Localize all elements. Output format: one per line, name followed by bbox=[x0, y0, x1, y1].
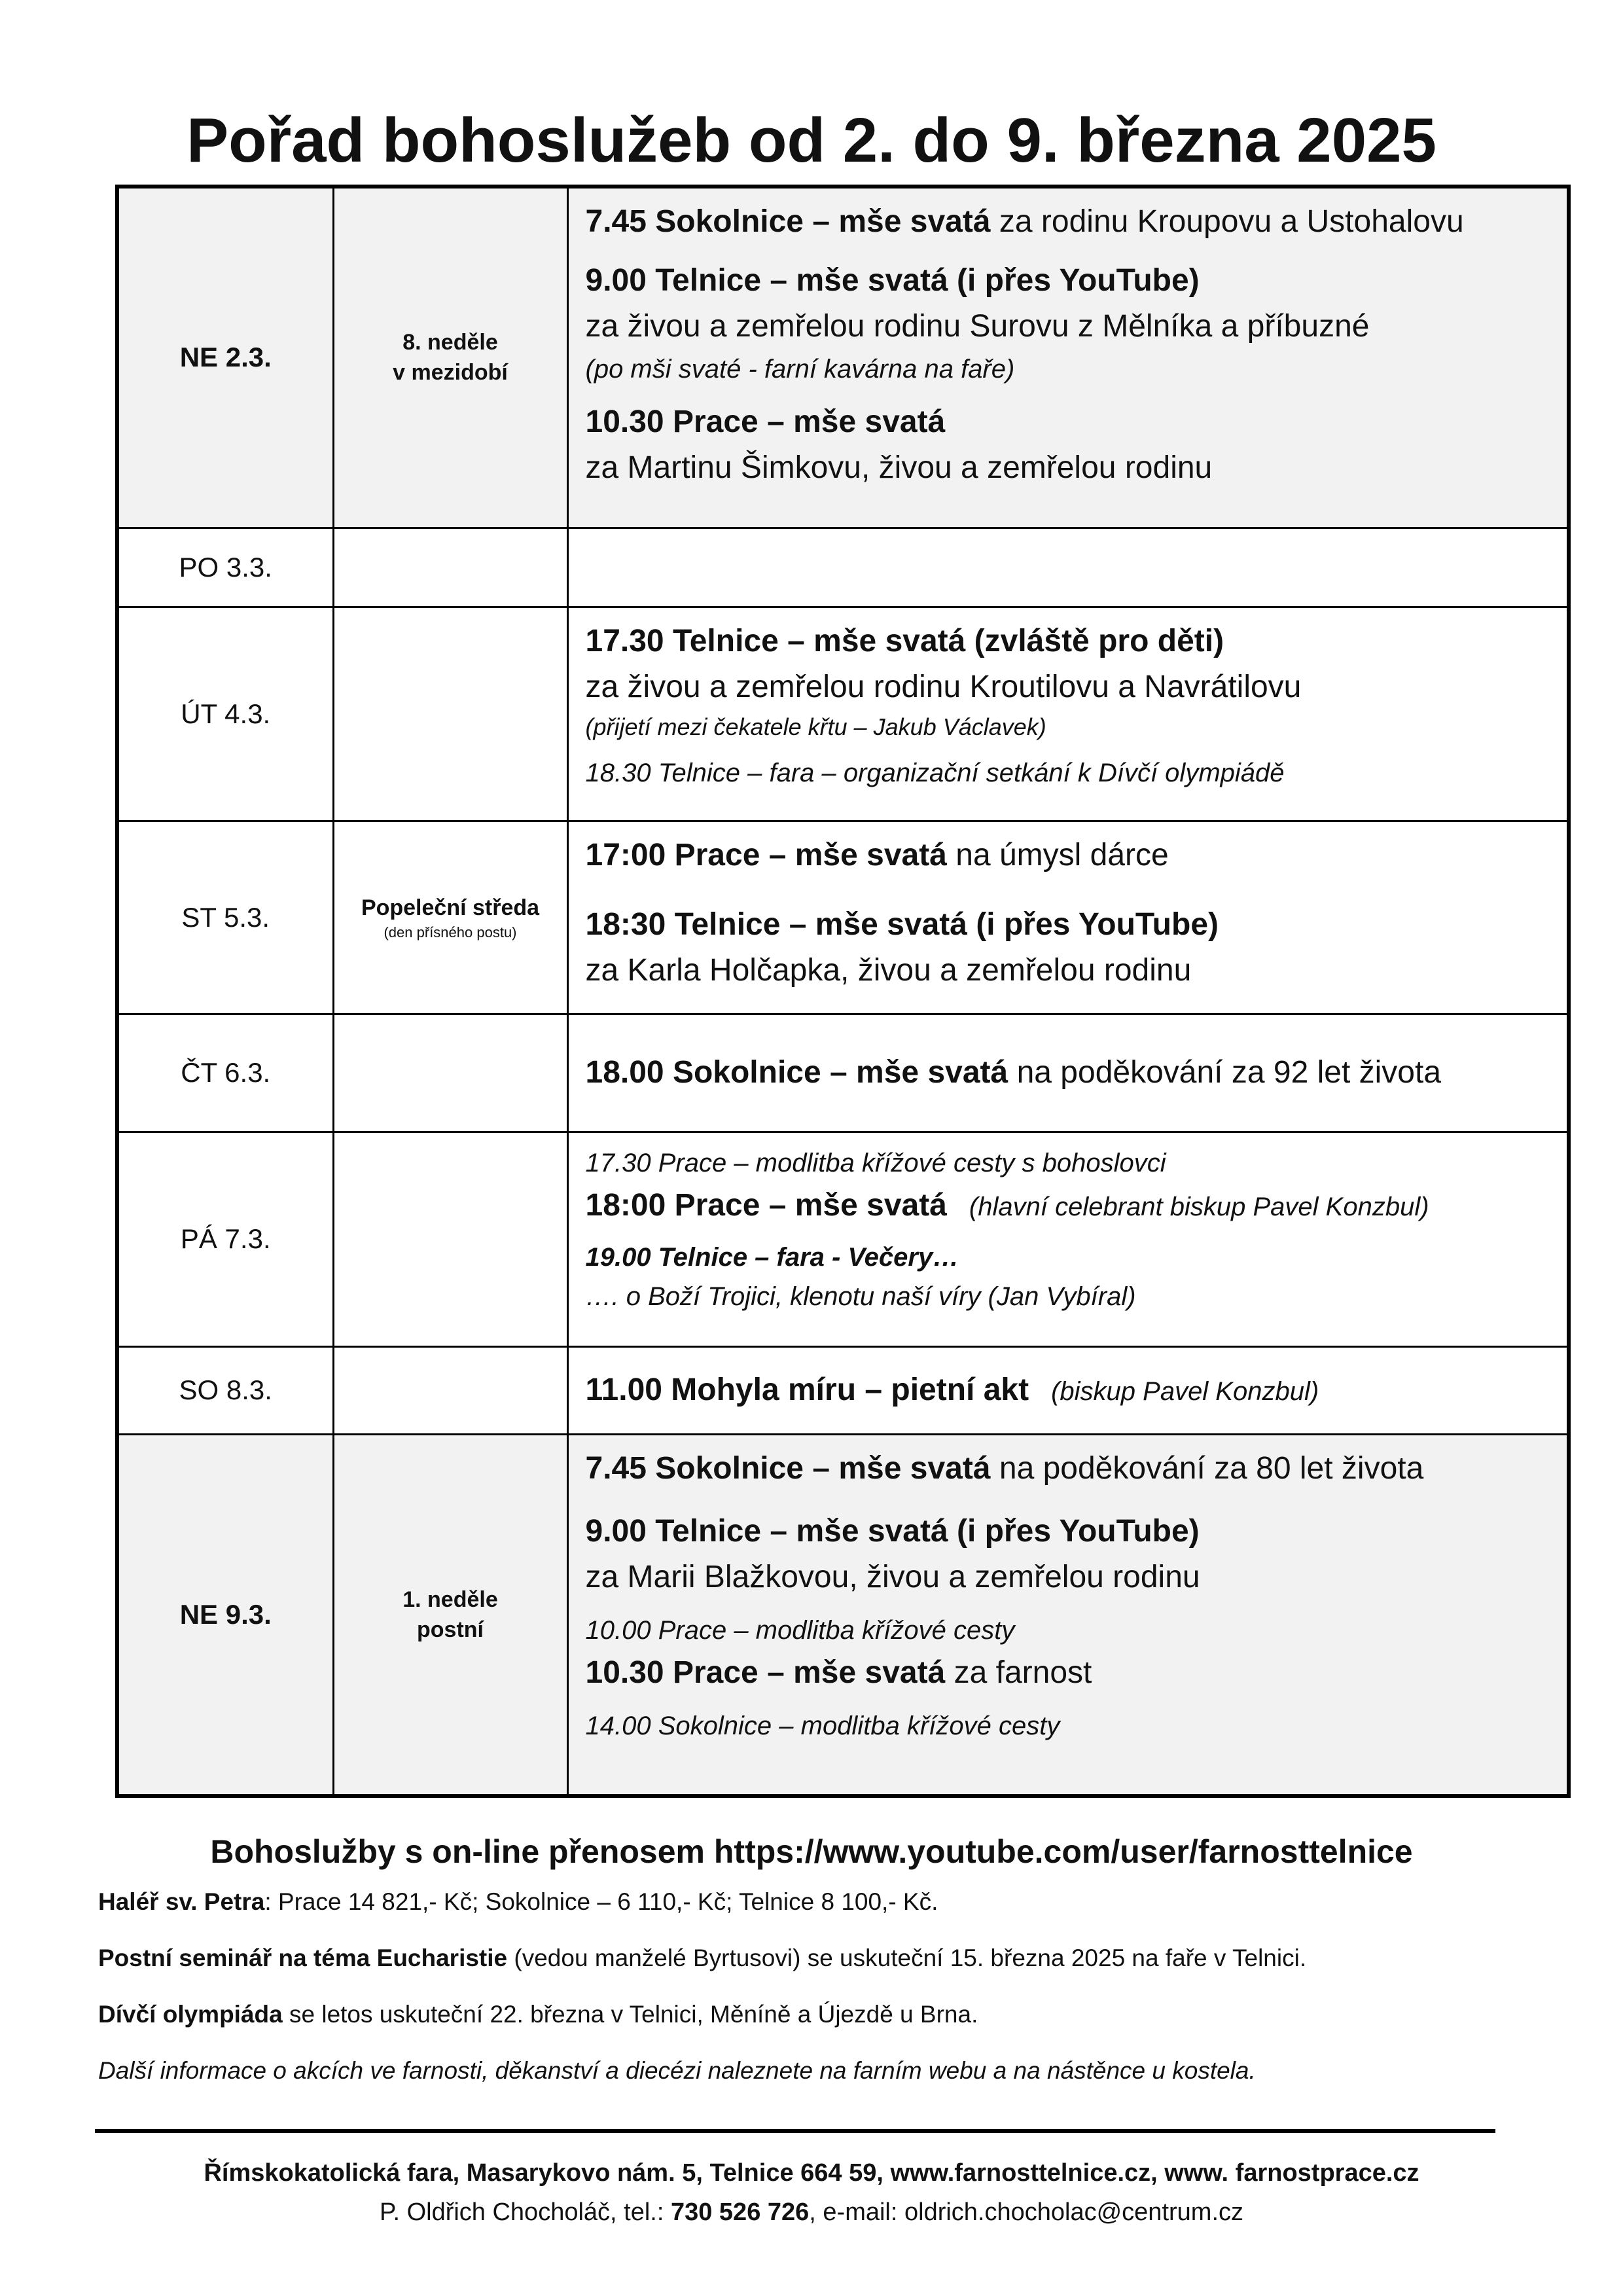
table-row bbox=[117, 821, 1569, 1014]
feast-cell bbox=[333, 528, 567, 607]
day-cell: NE 2.3. bbox=[117, 187, 333, 528]
table-row bbox=[117, 1346, 1569, 1434]
table-row bbox=[117, 528, 1569, 607]
online-broadcast-heading: Bohoslužby s on-line přenosem https://www.youtube.com/user/farnosttelnice bbox=[210, 1833, 1413, 1870]
feast-cell bbox=[333, 607, 567, 821]
day-cell: NE 9.3. bbox=[117, 1434, 333, 1796]
events-cell: 11.00 Mohyla míru – pietní akt (biskup Pavel Konzbul) bbox=[567, 1346, 1569, 1434]
notes bbox=[98, 1885, 1538, 2110]
feast-cell: Popeleční středa (den přísného postu) bbox=[333, 821, 567, 1014]
table-row bbox=[117, 187, 1569, 528]
parish-address: Římskokatolická fara, Masarykovo nám. 5, Telnice 664 59, www.farnosttelnice.cz, www. farnostprace.cz P. Oldřich Chocholáč, tel.: 730 526 726, e-mail: oldrich.chocholac@centrum.cz bbox=[204, 2159, 1419, 2226]
day-cell: PO 3.3. bbox=[117, 528, 333, 607]
note-item: Haléř sv. Petra: Prace 14 821,- Kč; Sokolnice – 6 110,- Kč; Telnice 8 100,- Kč. bbox=[98, 1888, 938, 1915]
day-cell: ČT 6.3. bbox=[117, 1014, 333, 1132]
page-title: Pořad bohoslužeb od 2. do 9. března 2025 bbox=[187, 105, 1436, 175]
day-cell: SO 8.3. bbox=[117, 1346, 333, 1434]
events-cell: 17.30 Prace – modlitba křížové cesty s bohoslovci 18:00 Prace – mše svatá (hlavní celebrant biskup Pavel Konzbul) 19.00 Telnice – fara - Večery… …. o Boží Trojici, klenotu naší víry (Jan Vybíral) bbox=[567, 1132, 1569, 1346]
events-cell bbox=[567, 528, 1569, 607]
events-cell: 7.45 Sokolnice – mše svatá na poděkování za 80 let života 9.00 Telnice – mše svatá (i přes YouTube) za Marii Blažkovou, živou a zemřelou rodinu 10.00 Prace – modlitba křížové cesty 10.30 Prace – mše svatá za farnost 14.00 Sokolnice – modlitba křížové cesty bbox=[567, 1434, 1569, 1796]
events-cell: 17.30 Telnice – mše svatá (zvláště pro děti) za živou a zemřelou rodinu Kroutilovu a Navrátilovu (přijetí mezi čekatele křtu – Jakub Václavek) 18.30 Telnice – fara – organizační setkání k Dívčí olympiádě bbox=[567, 607, 1569, 821]
note-item: Další informace o akcích ve farnosti, děkanství a diecézi naleznete na farním webu a na nástěnce u kostela. bbox=[98, 2057, 1256, 2084]
footer-divider bbox=[95, 2129, 1495, 2133]
feast-cell: 1. neděle postní bbox=[333, 1434, 567, 1796]
events-cell: 7.45 Sokolnice – mše svatá za rodinu Kroupovu a Ustohalovu 9.00 Telnice – mše svatá (i přes YouTube) za živou a zemřelou rodinu Surovu z Mělníka a příbuzné (po mši svaté - farní kavárna na faře) 10.30 Prace – mše svatá za Martinu Šimkovu, živou a zemřelou rodinu bbox=[567, 187, 1569, 528]
feast-cell bbox=[333, 1132, 567, 1346]
table-row bbox=[117, 607, 1569, 821]
table-row bbox=[117, 1014, 1569, 1132]
day-cell: ST 5.3. bbox=[117, 821, 333, 1014]
note-item: Dívčí olympiáda se letos uskuteční 22. března v Telnici, Měníně a Újezdě u Brna. bbox=[98, 2001, 978, 2028]
table-row bbox=[117, 1132, 1569, 1346]
day-cell: ÚT 4.3. bbox=[117, 607, 333, 821]
events-cell: 18.00 Sokolnice – mše svatá na poděkování za 92 let života bbox=[567, 1014, 1569, 1132]
feast-cell bbox=[333, 1014, 567, 1132]
schedule-table bbox=[115, 185, 1571, 1798]
table-row bbox=[117, 1434, 1569, 1796]
day-cell: PÁ 7.3. bbox=[117, 1132, 333, 1346]
note-item: Postní seminář na téma Eucharistie (vedou manželé Byrtusovi) se uskuteční 15. března 2025 na faře v Telnici. bbox=[98, 1945, 1307, 1971]
feast-cell bbox=[333, 1346, 567, 1434]
events-cell: 17:00 Prace – mše svatá na úmysl dárce 18:30 Telnice – mše svatá (i přes YouTube) za Karla Holčapka, živou a zemřelou rodinu bbox=[567, 821, 1569, 1014]
feast-cell: 8. neděle v mezidobí bbox=[333, 187, 567, 528]
